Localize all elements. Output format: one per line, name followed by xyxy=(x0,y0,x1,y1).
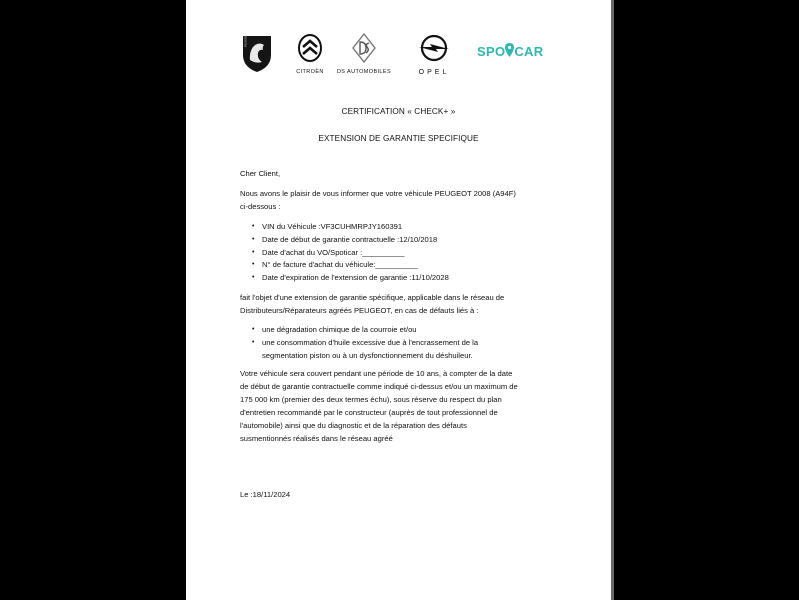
list-item: • Date d'achat du VO/Spoticar :__________ xyxy=(252,247,449,260)
spoticar-logo xyxy=(477,43,559,61)
extension-paragraph xyxy=(240,291,504,317)
coverage-line: de début de garantie contractuelle comme indiqué ci-dessus et/ou un maximum de xyxy=(240,382,518,391)
citroen-chevrons-icon xyxy=(296,33,324,63)
opel-logo xyxy=(411,33,457,76)
intro-paragraph xyxy=(240,187,516,213)
list-item: • Date d'expiration de l'extension de garantie :11/10/2028 xyxy=(252,272,449,285)
coverage-line: d'entretien recommandé par le constructeur (auprès de tout professionnel de xyxy=(240,408,498,417)
salutation: Cher Client, xyxy=(240,169,281,178)
scrollbar[interactable] xyxy=(611,0,614,600)
ds-label: DS AUTOMOBILES xyxy=(336,69,392,75)
coverage-line: Votre véhicule sera couvert pendant une période de 10 ans, à compter de la date xyxy=(240,369,513,378)
coverage-line: 175 000 km (premier des deux termes échu), sous réserve du respect du plan xyxy=(240,395,502,404)
vehicle-details-list xyxy=(252,221,449,285)
citroen-logo xyxy=(289,33,331,75)
certification-title: CERTIFICATION « CHECK+ » xyxy=(341,107,456,116)
peugeot-shield-icon xyxy=(241,33,273,73)
location-pin-icon xyxy=(505,43,514,57)
defects-list xyxy=(252,324,478,362)
document-page xyxy=(186,0,611,600)
spoticar-label-end: CAR xyxy=(514,44,544,59)
document-date: Le :18/11/2024 xyxy=(240,490,291,499)
ds-monogram-icon xyxy=(351,33,377,63)
list-item: • N° de facture d'achat du véhicule:__________ xyxy=(252,259,449,272)
warranty-title: EXTENSION DE GARANTIE SPECIFIQUE xyxy=(318,134,479,143)
svg-text:PEUGEOT: PEUGEOT xyxy=(243,33,248,47)
opel-label: OPEL xyxy=(418,69,450,76)
peugeot-logo xyxy=(241,33,273,78)
coverage-paragraph xyxy=(240,367,518,445)
list-item: segmentation piston ou à un dysfonctionnement du déshuileur. xyxy=(262,350,473,360)
ds-logo xyxy=(332,33,396,75)
list-item: • VIN du Véhicule :VF3CUHMRPJY160391 xyxy=(252,221,449,234)
coverage-line: l'automobile) ainsi que du diagnostic et de la réparation des défauts xyxy=(240,421,467,430)
citroen-label: CITROËN xyxy=(296,69,324,75)
list-item: • une consommation d'huile excessive due à l'encrassement de la xyxy=(252,337,478,350)
list-item: • Date de début de garantie contractuelle :12/10/2018 xyxy=(252,234,449,247)
brand-logos xyxy=(186,33,611,81)
extension-line: Distributeurs/Réparateurs agréés PEUGEOT, en cas de défauts liés à : xyxy=(240,306,479,315)
spoticar-label-start: SPO xyxy=(477,44,506,59)
opel-blitz-icon xyxy=(418,33,450,63)
list-item: • une dégradation chimique de la courroie et/ou xyxy=(252,324,478,337)
intro-line: Nous avons le plaisir de vous informer que votre véhicule PEUGEOT 2008 (A94F) xyxy=(240,189,516,198)
intro-line: ci-dessous : xyxy=(240,202,281,211)
coverage-line: susmentionnés réalisés dans le réseau agréé xyxy=(240,434,393,443)
extension-line: fait l'objet d'une extension de garantie spécifique, applicable dans le réseau de xyxy=(240,293,505,302)
